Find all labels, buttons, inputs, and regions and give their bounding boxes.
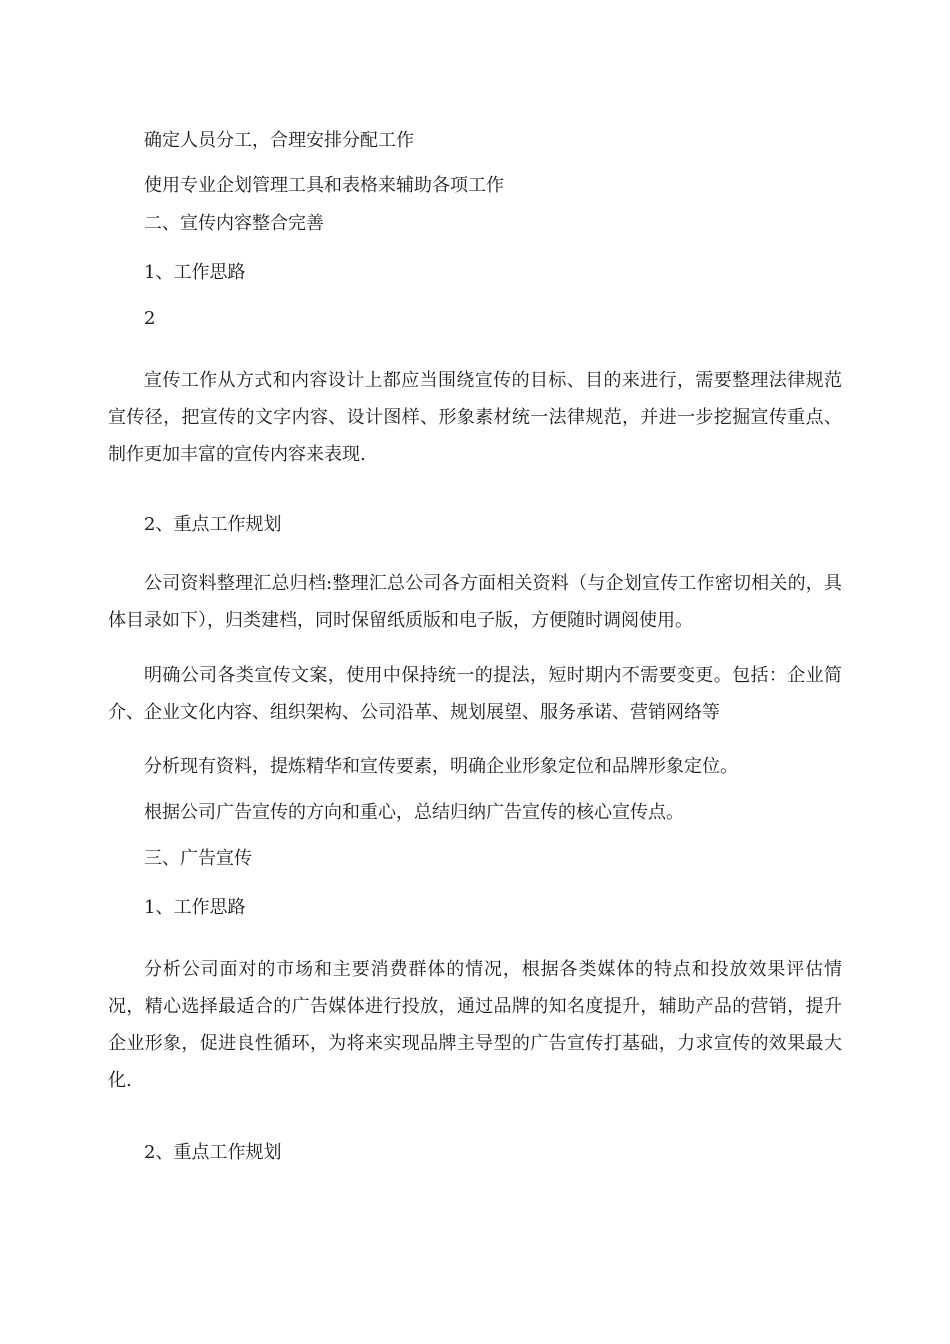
paragraph-advertising-analysis: 分析公司面对的市场和主要消费群体的情况，根据各类媒体的特点和投放效果评估情况，精心选择最适合的广告媒体进行投放，通过品牌的知名度提升，辅助产品的营销，提升企业形象，促进良性循环，为将来实现品牌主导型的广告宣传打基础，力求宣传的效果最大化.: [108, 959, 842, 1091]
subheading-key-work-plan: 2、重点工作规划: [144, 514, 282, 535]
paragraph-planning-tools: 使用专业企划管理工具和表格来辅助各项工作: [144, 175, 504, 196]
paragraph-company-archive: 公司资料整理汇总归档:整理汇总公司各方面相关资料（与企划宣传工作密切相关的，具体目录如下），归类建档，同时保留纸质版和电子版，方便随时调阅使用。: [108, 573, 842, 631]
paragraph-core-selling-points: 根据公司广告宣传的方向和重心，总结归纳广告宣传的核心宣传点。: [144, 802, 684, 823]
paragraph-publicity-design: 宣传工作从方式和内容设计上都应当围绕宣传的目标、目的来进行，需要整理法律规范宣传径，把宣传的文字内容、设计图样、形象素材统一法律规范，并进一步挖掘宣传重点、制作更加丰富的宣传内容来表现.: [108, 370, 842, 465]
paragraph-publicity-copy: 明确公司各类宣传文案，使用中保持统一的提法，短时期内不需要变更。包括：企业简介、企业文化内容、组织架构、公司沿革、规划展望、服务承诺、营销网络等: [108, 665, 842, 723]
paragraph-staff-division: 确定人员分工，合理安排分配工作: [144, 130, 414, 151]
paragraph-number-2: 2: [144, 308, 156, 329]
subheading-work-approach-2: 1、工作思路: [144, 897, 246, 918]
subheading-key-work-plan-2: 2、重点工作规划: [144, 1142, 282, 1163]
paragraph-brand-positioning: 分析现有资料，提炼精华和宣传要素，明确企业形象定位和品牌形象定位。: [144, 756, 738, 777]
section-heading-3: 三、广告宣传: [144, 848, 252, 869]
section-heading-2: 二、宣传内容整合完善: [144, 213, 324, 234]
subheading-work-approach: 1、工作思路: [144, 262, 246, 283]
